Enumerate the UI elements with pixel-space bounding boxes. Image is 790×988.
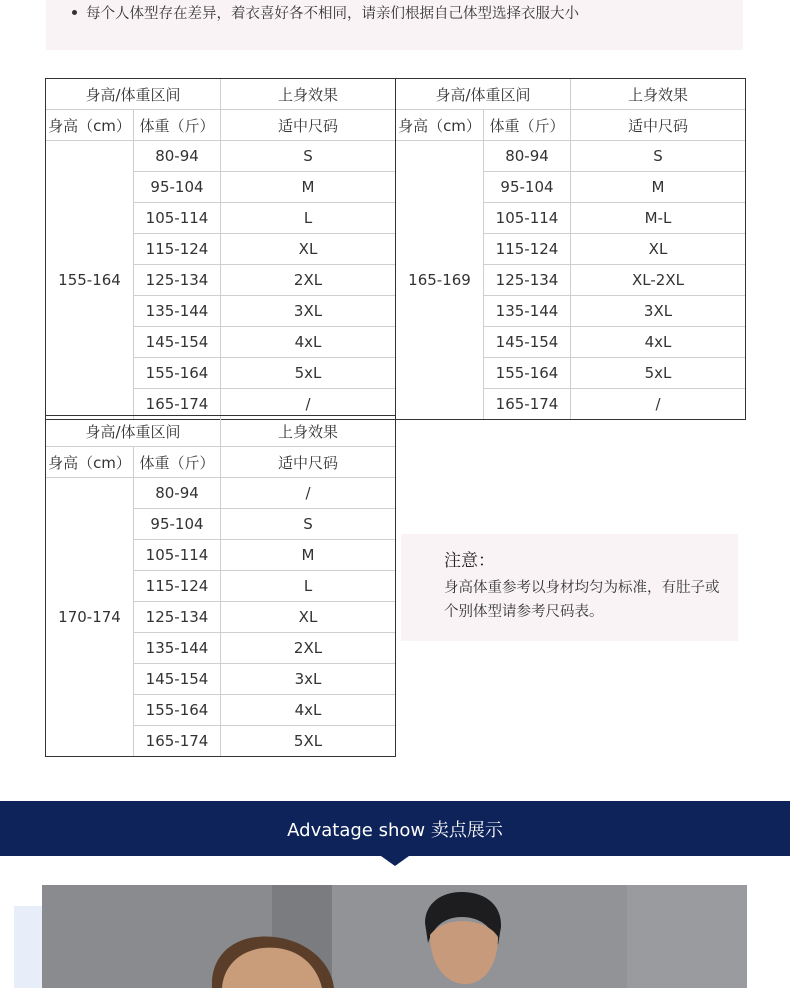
height-range-cell: 165-169	[396, 141, 484, 420]
header-fit-effect: 上身效果	[221, 416, 396, 447]
bullet-icon	[72, 10, 77, 15]
banner-notch	[381, 856, 409, 866]
size-cell: /	[571, 389, 746, 420]
weight-cell: 135-144	[134, 296, 221, 327]
header-size: 适中尺码	[221, 447, 396, 478]
size-cell: /	[221, 389, 396, 420]
banner-label: Advatage show 卖点展示	[287, 820, 503, 841]
weight-cell: 155-164	[134, 358, 221, 389]
size-cell: 2XL	[221, 633, 396, 664]
size-cell: XL	[571, 234, 746, 265]
header-height-weight-range: 身高/体重区间	[46, 416, 221, 447]
size-cell: 5xL	[571, 358, 746, 389]
weight-cell: 115-124	[134, 571, 221, 602]
size-cell: XL-2XL	[571, 265, 746, 296]
weight-cell: 105-114	[134, 540, 221, 571]
header-height-weight-range: 身高/体重区间	[46, 79, 221, 110]
size-cell: 3XL	[571, 296, 746, 327]
header-weight: 体重（斤）	[134, 110, 221, 141]
weight-cell: 80-94	[134, 141, 221, 172]
side-accent	[14, 906, 44, 988]
height-range-cell: 170-174	[46, 478, 134, 757]
header-height: 身高（cm）	[46, 447, 134, 478]
size-cell: S	[221, 141, 396, 172]
size-cell: 5xL	[221, 358, 396, 389]
header-fit-effect: 上身效果	[221, 79, 396, 110]
size-cell: 4xL	[221, 695, 396, 726]
weight-cell: 155-164	[484, 358, 571, 389]
weight-cell: 115-124	[484, 234, 571, 265]
size-cell: 2XL	[221, 265, 396, 296]
table-row	[46, 478, 396, 509]
header-height: 身高（cm）	[396, 110, 484, 141]
size-cell: M-L	[571, 203, 746, 234]
weight-cell: 125-134	[484, 265, 571, 296]
weight-cell: 80-94	[484, 141, 571, 172]
weight-cell: 125-134	[134, 265, 221, 296]
weight-cell: 95-104	[134, 509, 221, 540]
size-cell: L	[221, 571, 396, 602]
weight-cell: 105-114	[134, 203, 221, 234]
header-height: 身高（cm）	[46, 110, 134, 141]
top-note-box	[46, 0, 743, 50]
weight-cell: 165-174	[134, 726, 221, 757]
weight-cell: 135-144	[134, 633, 221, 664]
notice-box	[401, 534, 738, 641]
size-cell: S	[571, 141, 746, 172]
table-row	[396, 141, 746, 172]
size-table-3	[45, 415, 396, 757]
table-row	[46, 141, 396, 172]
weight-cell: 80-94	[134, 478, 221, 509]
size-cell: XL	[221, 234, 396, 265]
weight-cell: 125-134	[134, 602, 221, 633]
size-cell: /	[221, 478, 396, 509]
models-photo-illustration	[42, 885, 747, 988]
header-weight: 体重（斤）	[134, 447, 221, 478]
notice-body: 身高体重参考以身材均匀为标准，有肚子或个别体型请参考尺码表。	[444, 580, 720, 620]
size-table-1	[45, 78, 396, 420]
height-range-cell: 155-164	[46, 141, 134, 420]
weight-cell: 135-144	[484, 296, 571, 327]
size-cell: L	[221, 203, 396, 234]
size-cell: 5XL	[221, 726, 396, 757]
size-cell: M	[221, 172, 396, 203]
size-cell: XL	[221, 602, 396, 633]
weight-cell: 155-164	[134, 695, 221, 726]
weight-cell: 95-104	[484, 172, 571, 203]
size-cell: M	[221, 540, 396, 571]
notice-title: 注意：	[444, 551, 495, 571]
size-cell: 4xL	[571, 327, 746, 358]
weight-cell: 145-154	[134, 327, 221, 358]
size-cell: S	[221, 509, 396, 540]
weight-cell: 115-124	[134, 234, 221, 265]
size-table-2	[395, 78, 746, 420]
top-note-text: 每个人体型存在差异，着衣喜好各不相同，请亲们根据自己体型选择衣服大小	[86, 6, 579, 22]
weight-cell: 165-174	[134, 389, 221, 420]
product-photo	[42, 885, 747, 988]
weight-cell: 145-154	[484, 327, 571, 358]
size-cell: M	[571, 172, 746, 203]
header-size: 适中尺码	[221, 110, 396, 141]
advantage-banner	[0, 801, 790, 856]
size-cell: 4xL	[221, 327, 396, 358]
header-fit-effect: 上身效果	[571, 79, 746, 110]
weight-cell: 105-114	[484, 203, 571, 234]
size-cell: 3XL	[221, 296, 396, 327]
header-height-weight-range: 身高/体重区间	[396, 79, 571, 110]
weight-cell: 145-154	[134, 664, 221, 695]
size-cell: 3xL	[221, 664, 396, 695]
header-weight: 体重（斤）	[484, 110, 571, 141]
weight-cell: 95-104	[134, 172, 221, 203]
weight-cell: 165-174	[484, 389, 571, 420]
header-size: 适中尺码	[571, 110, 746, 141]
